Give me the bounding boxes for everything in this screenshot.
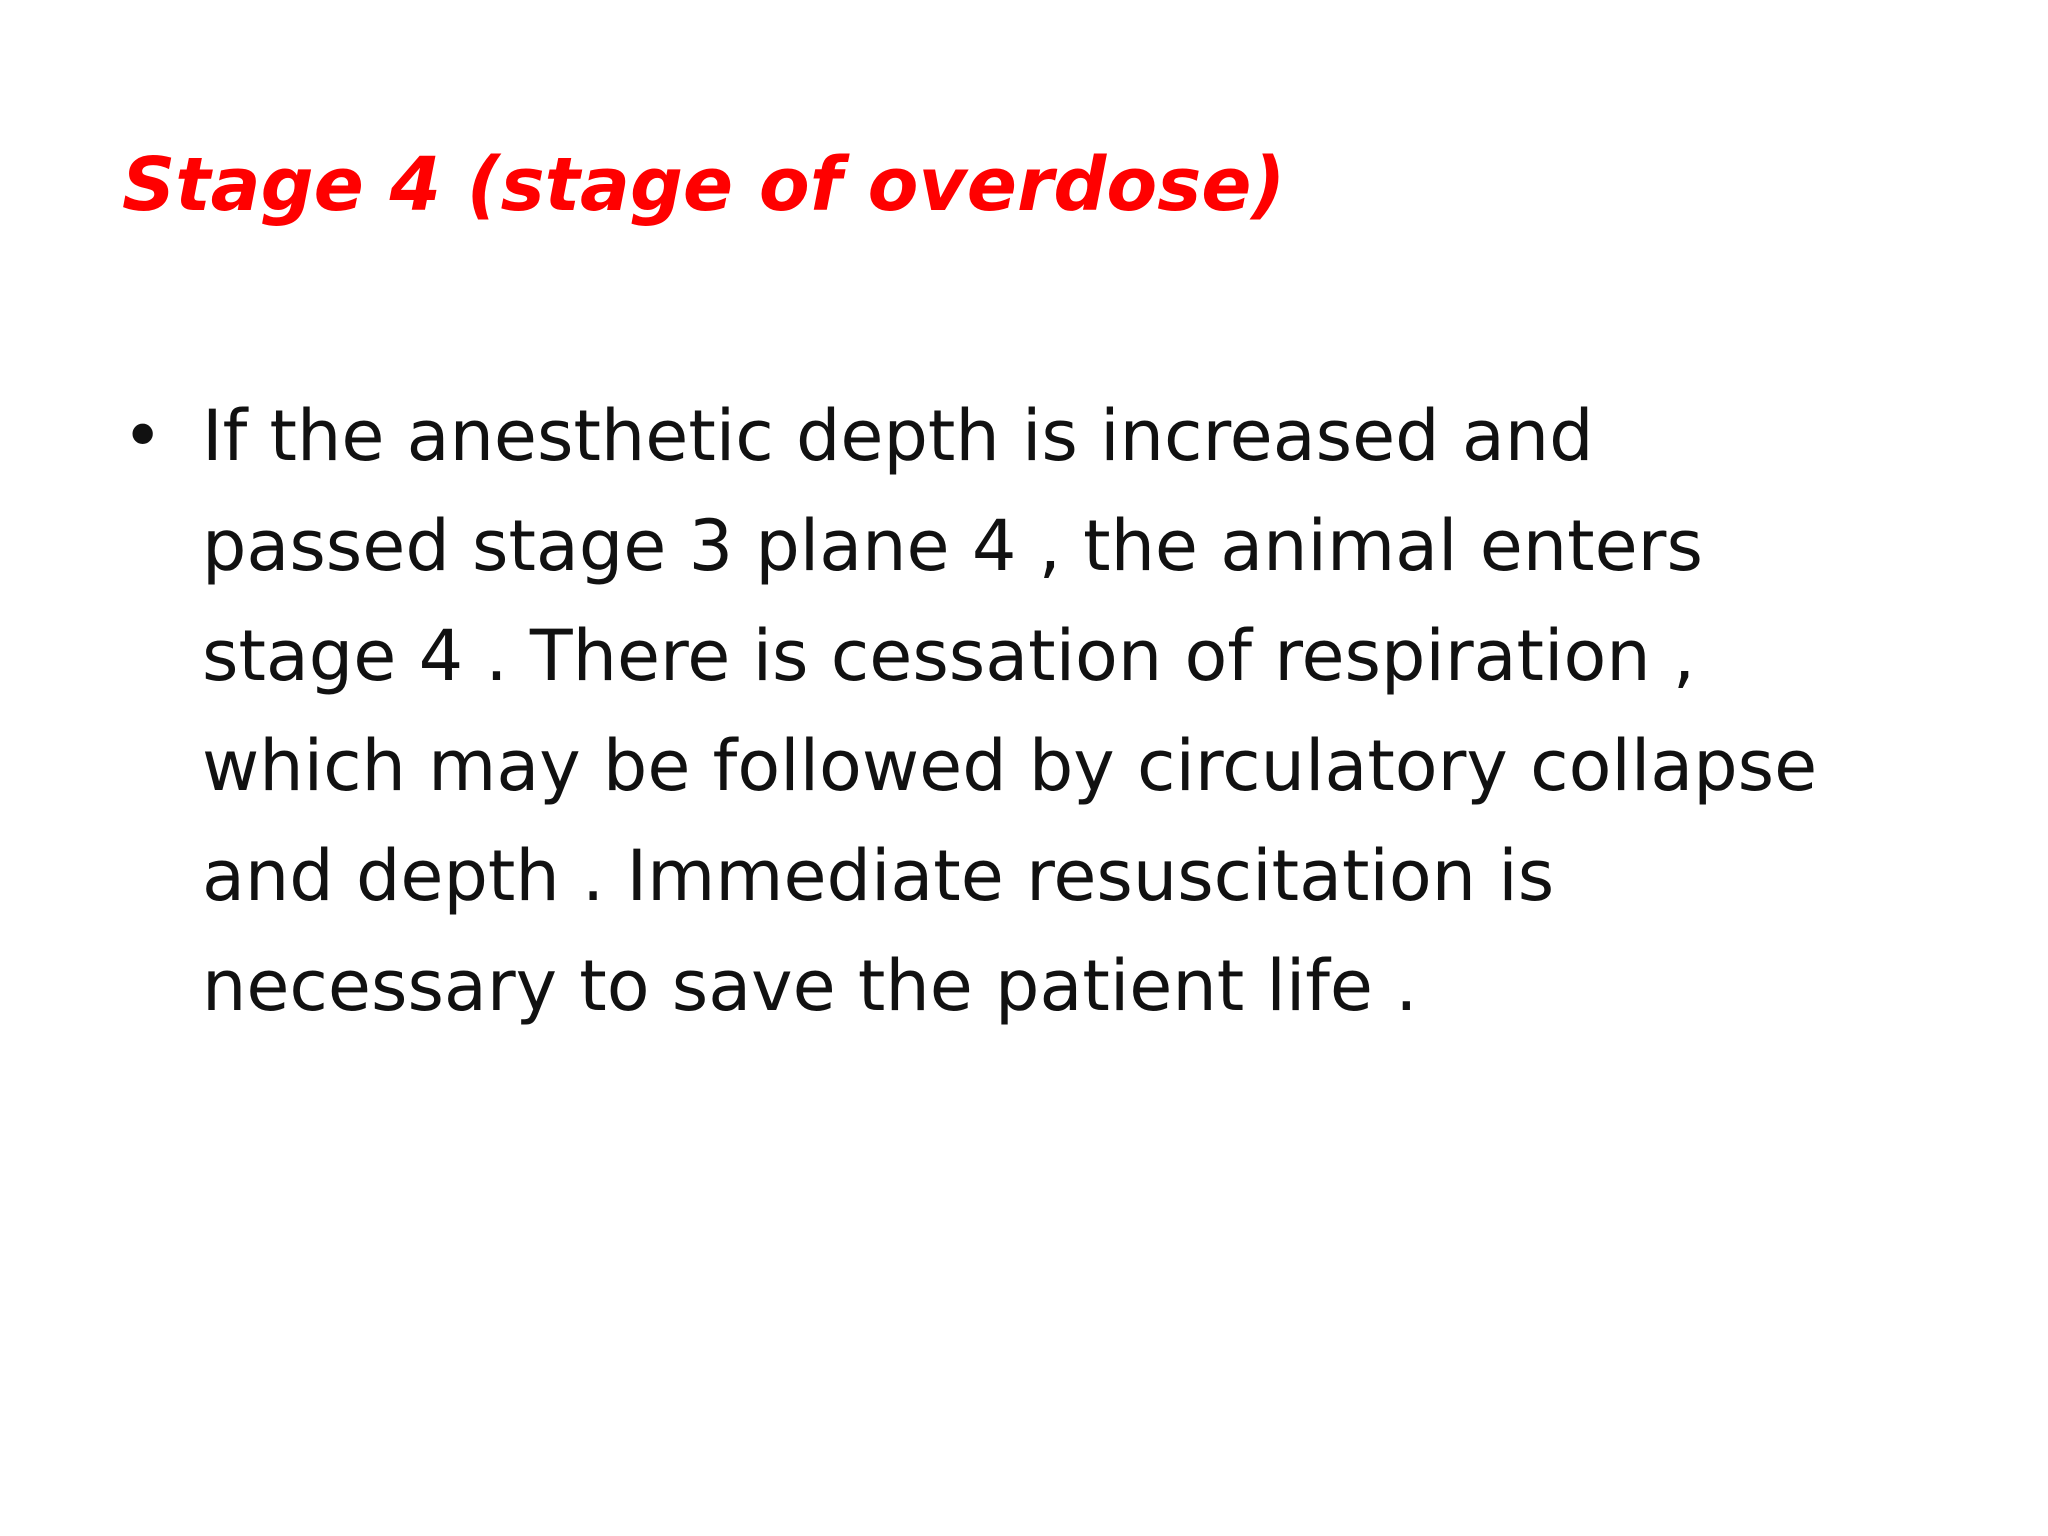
body-line-2: passed stage 3 plane 4 , the animal enters	[202, 505, 1703, 587]
bullet-marker: •	[122, 395, 164, 477]
body-line-4: which may be followed by circulatory collapse	[202, 725, 1818, 807]
body-line-5: and depth . Immediate resuscitation is	[202, 835, 1555, 917]
slide-title: Stage 4 (stage of overdose)	[122, 142, 1286, 228]
bullet-item	[122, 381, 1982, 1041]
body-line-3: stage 4 . There is cessation of respiration ,	[202, 615, 1696, 697]
body-line-6: necessary to save the patient life .	[202, 945, 1418, 1027]
body-line-1: If the anesthetic depth is increased and	[202, 395, 1594, 477]
bullet-list	[122, 381, 1982, 1041]
